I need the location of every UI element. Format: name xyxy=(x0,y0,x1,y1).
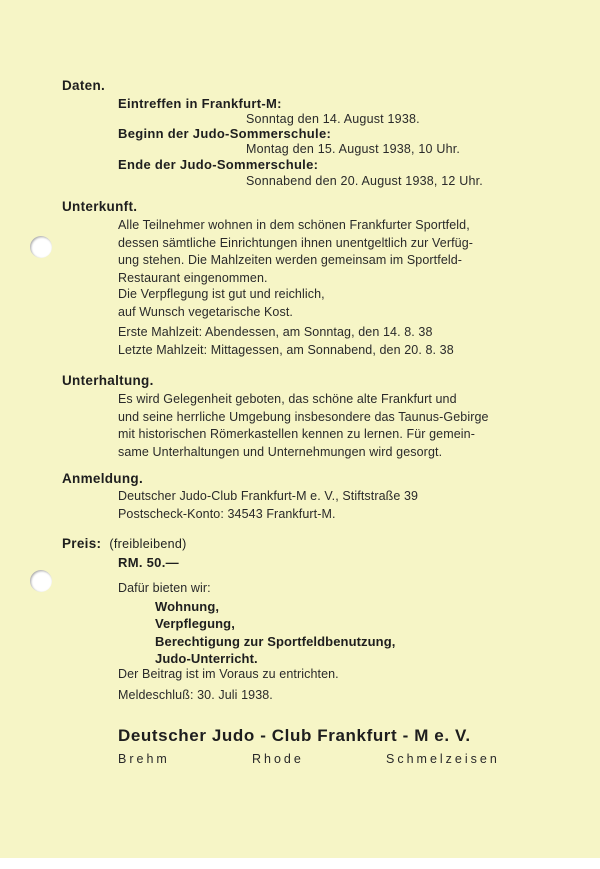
section-heading-daten: Daten. xyxy=(62,78,106,93)
text-line: und seine herrliche Umgebung insbesondere das Taunus-Gebirge xyxy=(118,409,489,424)
text-line: Postscheck-Konto: 34543 Frankfurt-M. xyxy=(118,506,336,521)
offer-list xyxy=(155,598,508,668)
text-line: auf Wunsch vegetarische Kost. xyxy=(118,304,293,319)
section-heading-unterhaltung: Unterhaltung. xyxy=(62,373,154,388)
unterkunft-paragraph-2 xyxy=(118,286,508,321)
end-value: Sonnabend den 20. August 1938, 12 Uhr. xyxy=(246,174,483,188)
text-line: same Unterhaltungen und Unternehmungen wird gesorgt. xyxy=(118,444,443,459)
unterhaltung-paragraph xyxy=(118,391,508,461)
end-label: Ende der Judo-Sommerschule: xyxy=(118,157,319,172)
offer-item: Wohnung, xyxy=(155,598,220,614)
unterkunft-paragraph-1 xyxy=(118,217,508,287)
section-heading-anmeldung: Anmeldung. xyxy=(62,471,143,486)
signatory-schmelzeisen: Schmelzeisen xyxy=(386,752,500,766)
text-line: Restaurant eingenommen. xyxy=(118,270,268,285)
offer-intro: Dafür bieten wir: xyxy=(118,581,211,595)
punch-hole-top xyxy=(30,236,52,258)
anmeldung-paragraph xyxy=(118,488,508,523)
price-amount: RM. 50.— xyxy=(118,555,179,570)
arrival-value: Sonntag den 14. August 1938. xyxy=(246,112,420,126)
text-line: Deutscher Judo-Club Frankfurt-M e. V., Stiftstraße 39 xyxy=(118,489,419,503)
offer-item: Judo-Unterricht. xyxy=(155,651,258,666)
text-line: Erste Mahlzeit: Abendessen, am Sonntag, den 14. 8. 38 xyxy=(118,325,433,339)
text-line: Die Verpflegung ist gut und reichlich, xyxy=(118,287,325,301)
start-value: Montag den 15. August 1938, 10 Uhr. xyxy=(246,142,461,156)
section-heading-unterkunft: Unterkunft. xyxy=(62,199,138,214)
text-line: mit historischen Römerkastellen kennen zu lernen. Für gemein- xyxy=(118,427,475,441)
text-line: ung stehen. Die Mahlzeiten werden gemeinsam im Sportfeld- xyxy=(118,253,463,267)
text-line: Alle Teilnehmer wohnen in dem schönen Frankfurter Sportfeld, xyxy=(118,218,470,232)
text-line: Letzte Mahlzeit: Mittagessen, am Sonnabend, den 20. 8. 38 xyxy=(118,342,454,357)
offer-item: Berechtigung zur Sportfeldbenutzung, xyxy=(155,633,396,649)
start-label: Beginn der Judo-Sommerschule: xyxy=(118,126,332,141)
arrival-label: Eintreffen in Frankfurt-M: xyxy=(118,96,282,111)
signatory-rhode: Rhode xyxy=(252,752,304,766)
signatory-brehm: Brehm xyxy=(118,752,170,766)
text-line: dessen sämtliche Einrichtungen ihnen unentgeltlich zur Verfüg- xyxy=(118,235,474,250)
advance-note: Der Beitrag ist im Voraus zu entrichten. xyxy=(118,667,339,681)
punch-hole-bottom xyxy=(30,570,52,592)
registration-deadline: Meldeschluß: 30. Juli 1938. xyxy=(118,687,273,702)
offer-block xyxy=(118,580,508,668)
text-line: Es wird Gelegenheit geboten, das schöne alte Frankfurt und xyxy=(118,392,457,406)
unterkunft-paragraph-3 xyxy=(118,324,508,359)
scan-bottom-edge xyxy=(0,858,600,869)
payment-block xyxy=(118,666,508,704)
price-note: (freibleibend) xyxy=(109,537,187,551)
section-heading-preis: Preis: xyxy=(62,536,102,551)
club-name: Deutscher Judo - Club Frankfurt - M e. V. xyxy=(118,726,471,745)
offer-item: Verpflegung, xyxy=(155,616,235,631)
price-line xyxy=(62,536,187,551)
